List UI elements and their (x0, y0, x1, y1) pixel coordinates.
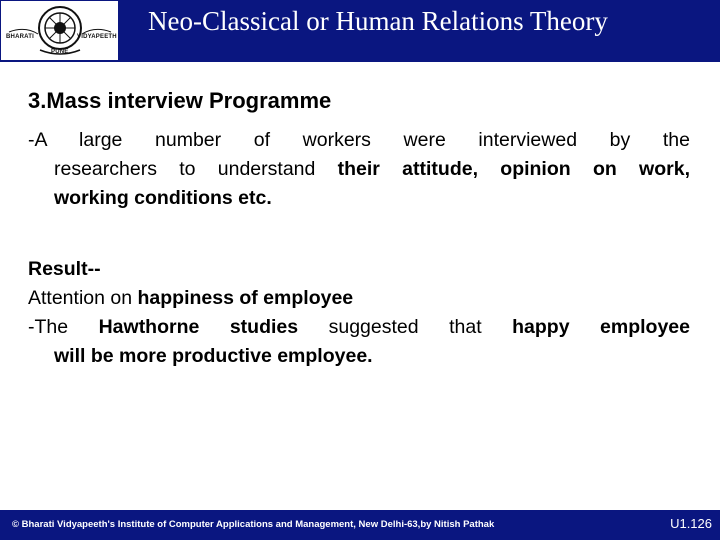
point1-line3 (28, 184, 690, 213)
point1-line2-plain: researchers to understand (54, 158, 338, 180)
page-number: U1.126 (670, 516, 712, 531)
logo-left-text: BHARATI (6, 34, 34, 40)
footer-copyright: © Bharati Vidyapeeth's Institute of Computer Applications and Management, New Delhi-63,by Nitish Pathak (12, 519, 495, 530)
logo-right-text: VIDYAPEETH (77, 34, 117, 40)
logo-bottom-text: PUNE (51, 49, 69, 55)
header-bar (0, 0, 720, 62)
slide-title: Neo-Classical or Human Relations Theory (148, 6, 608, 36)
result-line2-b: Hawthorne studies (98, 316, 299, 338)
point1-line1: -A large number of workers were interviewed by the (28, 129, 690, 151)
slide-subtitle: 3.Mass interview Programme (28, 88, 332, 113)
result-heading-text: Result-- (28, 258, 101, 280)
point1-line2 (28, 155, 690, 184)
result-block (28, 255, 690, 371)
institute-logo (1, 1, 118, 60)
result-line1-plain: Attention on (28, 287, 138, 309)
result-line3 (28, 342, 690, 371)
footer-bar (0, 510, 720, 540)
result-line3-bold: will be more productive employee. (54, 345, 373, 367)
point-mass-interview (28, 126, 690, 213)
result-line1-bold: happiness of employee (137, 287, 354, 309)
point1-line3-bold: working conditions etc. (54, 187, 272, 209)
point1-line2-bold: their attitude, opinion on work, (337, 158, 690, 180)
result-line2-c: suggested that (298, 316, 513, 338)
result-line1 (28, 284, 690, 313)
result-line2-d: happy employee (512, 316, 690, 338)
result-line2 (28, 313, 690, 342)
result-line2-a: -The (28, 316, 99, 338)
result-heading (28, 255, 690, 284)
